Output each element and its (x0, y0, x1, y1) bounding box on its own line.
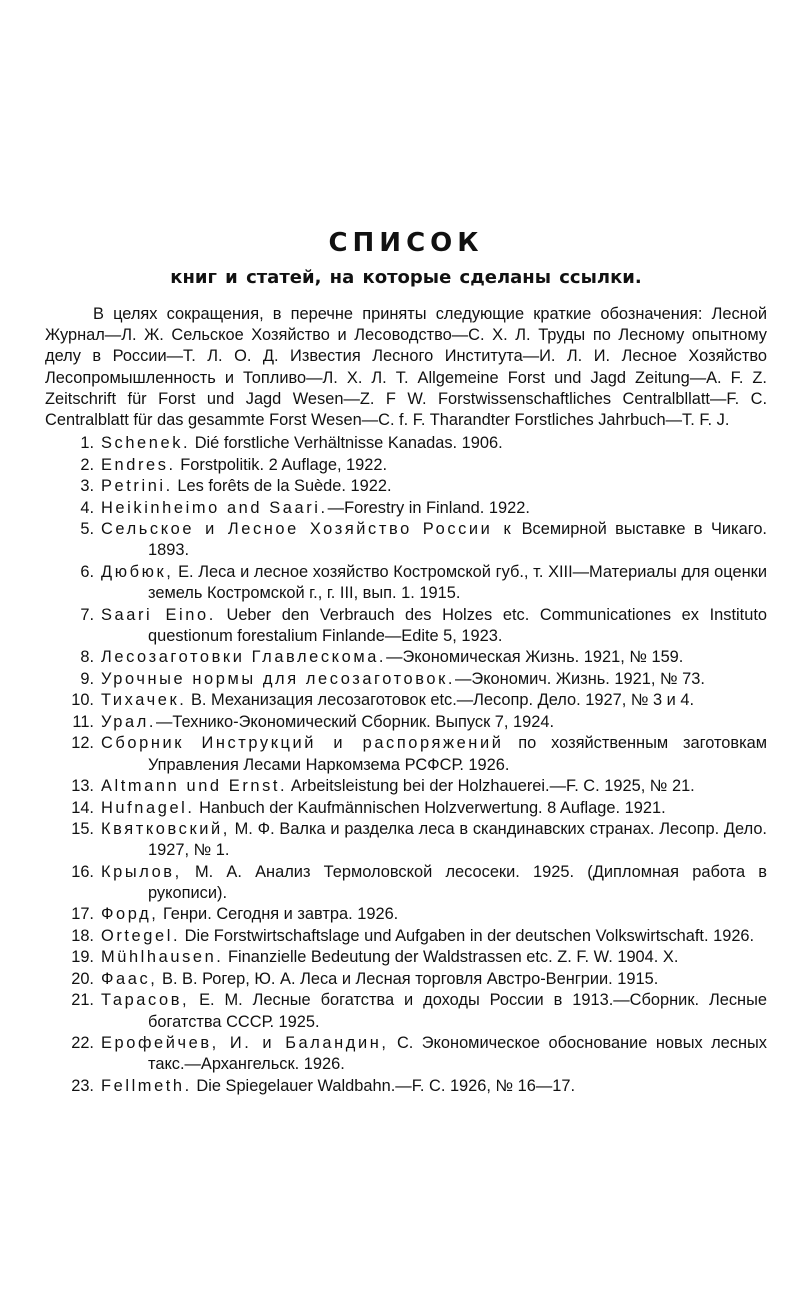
reference-item (45, 712, 767, 733)
reference-number: 8. (80, 648, 94, 667)
reference-text: В. Механизация лесозаготовок etc.—Лесопр. Дело. 1927, № 3 и 4. (186, 691, 695, 710)
reference-author: Дюбюк, (101, 562, 174, 581)
reference-number: 2. (80, 455, 94, 474)
reference-text: М. А. Анализ Термоловской лесосеки. 1925. (Дипломная работа в рукописи). (148, 862, 767, 902)
reference-number: 19. (71, 948, 94, 967)
reference-text: —Технико-Экономический Сборник. Выпуск 7, 1924. (156, 712, 555, 731)
reference-item (45, 733, 767, 775)
reference-item (45, 926, 767, 947)
reference-author: Тарасов, (101, 991, 190, 1010)
reference-author: Mühlhausen. (101, 948, 224, 967)
reference-number: 16. (71, 862, 94, 881)
reference-item (45, 647, 767, 668)
reference-author: Крылов, (101, 862, 182, 881)
reference-number: 5. (80, 520, 94, 539)
reference-item (45, 904, 767, 925)
reference-text: Генри. Сегодня и завтра. 1926. (158, 905, 399, 924)
reference-text: Arbeitsleistung bei der Holzhauerei.—F. C. 1925, № 21. (287, 777, 695, 796)
reference-number: 20. (71, 969, 94, 988)
reference-number: 11. (72, 712, 94, 731)
reference-text: Dié forstliche Verhältnisse Kanadas. 1906. (190, 434, 503, 453)
reference-author: Fellmeth. (101, 1076, 192, 1095)
reference-number: 3. (80, 477, 94, 496)
reference-text: Е. М. Лесные богатства и доходы России в 1913.—Сборник. Лесные богатства СССР. 1925. (148, 991, 767, 1031)
reference-author: Фаас, (101, 969, 158, 988)
reference-author: Форд, (101, 905, 159, 924)
reference-text: по хозяйственным заготовкам Управления Лесами Наркомзема РСФСР. 1926. (148, 734, 768, 774)
reference-text: —Forestry in Finland. 1922. (327, 498, 530, 517)
reference-text: Finanzielle Bedeutung der Waldstrassen etc. Z. F. W. 1904. X. (223, 948, 679, 967)
reference-item (45, 969, 767, 990)
reference-number: 12. (71, 734, 94, 753)
reference-author: Тихачек. (101, 691, 187, 710)
reference-item (45, 519, 767, 561)
reference-author: Endres. (101, 455, 176, 474)
reference-author: Ерофейчев, И. и Баландин, (101, 1034, 389, 1053)
reference-item (45, 947, 767, 968)
reference-item (45, 562, 767, 604)
reference-item (45, 862, 767, 904)
reference-text: Die Forstwirtschaftslage und Aufgaben in der deutschen Volkswirtschaft. 1926. (180, 926, 755, 945)
reference-item (45, 776, 767, 797)
reference-text: Les forêts de la Suède. 1922. (172, 477, 392, 496)
reference-number: 22. (71, 1034, 94, 1053)
intro-paragraph: В целях сокращения, в перечне приняты следующие краткие обозначения: Лесной Журнал—Л. Ж. Сельское Хозяйство и Лесоводство—С. Х. Л. Труды по Лесному опытному делу в России—Т. Л. О. Д. Известия Лесного Института—И. Л. И. Лесное Хозяйство Лесопромышленность и Топливо—Л. Х. Л. Т. Allgemeine Forst und Jagd Zeitung—A. F. Z. Zeitschrift für Forst und Jagd Wesen—Z. F W. Forstwissenschaftliches Centralbllatt—F. C. Centralblatt für das gesammte Forst Wesen—C. f. F. Tharandter Forstliches Jahrbuch—T. F. J. (45, 305, 767, 430)
reference-author: Квятковский, (101, 820, 230, 839)
reference-number: 21. (71, 991, 94, 1010)
reference-number: 13. (71, 777, 94, 796)
reference-author: Сборник Инструкций и распоряжений (101, 734, 504, 753)
reference-author: Altmann und Ernst. (101, 777, 288, 796)
reference-item (45, 476, 767, 497)
reference-text: —Экономич. Жизнь. 1921, № 73. (455, 669, 705, 688)
reference-author: Урал. (101, 712, 157, 731)
reference-item (45, 1033, 767, 1075)
reference-number: 17. (71, 905, 94, 924)
reference-author: Heikinheimo and Saari. (101, 498, 328, 517)
reference-text: Ueber den Verbrauch des Holzes etc. Communicationes ex Instituto questionum forestalium Finlande—Edite 5, 1923. (148, 605, 768, 645)
reference-number: 14. (71, 798, 94, 817)
page-title: СПИСОК (328, 228, 484, 258)
reference-author: Сельское и Лесное Хозяйство России к (101, 520, 514, 539)
reference-author: Saari Eino. (101, 605, 216, 624)
reference-text: Die Spiegelauer Waldbahn.—F. C. 1926, № 16—17. (191, 1076, 576, 1095)
reference-text: В. В. Рогер, Ю. А. Леса и Лесная торговля Австро-Венгрии. 1915. (157, 969, 659, 988)
reference-item (45, 433, 767, 454)
reference-text: —Экономическая Жизнь. 1921, № 159. (386, 648, 684, 667)
reference-item (45, 605, 767, 647)
reference-list (45, 433, 767, 1097)
reference-item (45, 819, 767, 861)
reference-item (45, 669, 767, 690)
reference-number: 15. (71, 820, 94, 839)
reference-item (45, 990, 767, 1032)
reference-number: 4. (80, 498, 94, 517)
reference-text: Е. Леса и лесное хозяйство Костромской губ., т. XIII—Материалы для оценки земель Костромской г., г. III, вып. 1. 1915. (148, 562, 767, 603)
reference-text: Всемирной выставке в Чикаго. 1893. (148, 520, 767, 560)
reference-item (45, 798, 767, 819)
reference-text: М. Ф. Валка и разделка леса в скандинавских странах. Лесопр. Дело. 1927, № 1. (148, 820, 767, 860)
page-subtitle: книг и статей, на которые сделаны ссылки. (170, 267, 642, 288)
reference-item (45, 1076, 767, 1097)
reference-item (45, 455, 767, 476)
reference-number: 1. (80, 434, 94, 453)
reference-author: Hufnagel. (101, 798, 195, 817)
reference-number: 7. (80, 605, 94, 624)
reference-text: Forstpolitik. 2 Auflage, 1922. (175, 455, 388, 474)
reference-author: Урочные нормы для лесозаготовок. (101, 669, 456, 688)
reference-text: С. Экономическое обоснование новых лесных такс.—Архангельск. 1926. (148, 1034, 768, 1074)
reference-number: 10. (71, 691, 94, 710)
reference-number: 9. (80, 669, 94, 688)
document-page (45, 226, 767, 1097)
reference-item (45, 498, 767, 519)
reference-item (45, 690, 767, 711)
reference-number: 18. (71, 926, 94, 945)
reference-number: 6. (80, 562, 94, 581)
reference-text: Hanbuch der Kaufmännischen Holzverwertung. 8 Auflage. 1921. (194, 798, 666, 817)
reference-author: Лесозаготовки Главлескома. (101, 648, 387, 667)
reference-author: Petrini. (101, 477, 173, 496)
reference-author: Ortegel. (101, 926, 181, 945)
reference-number: 23. (71, 1076, 94, 1095)
reference-author: Schenek. (101, 434, 191, 453)
